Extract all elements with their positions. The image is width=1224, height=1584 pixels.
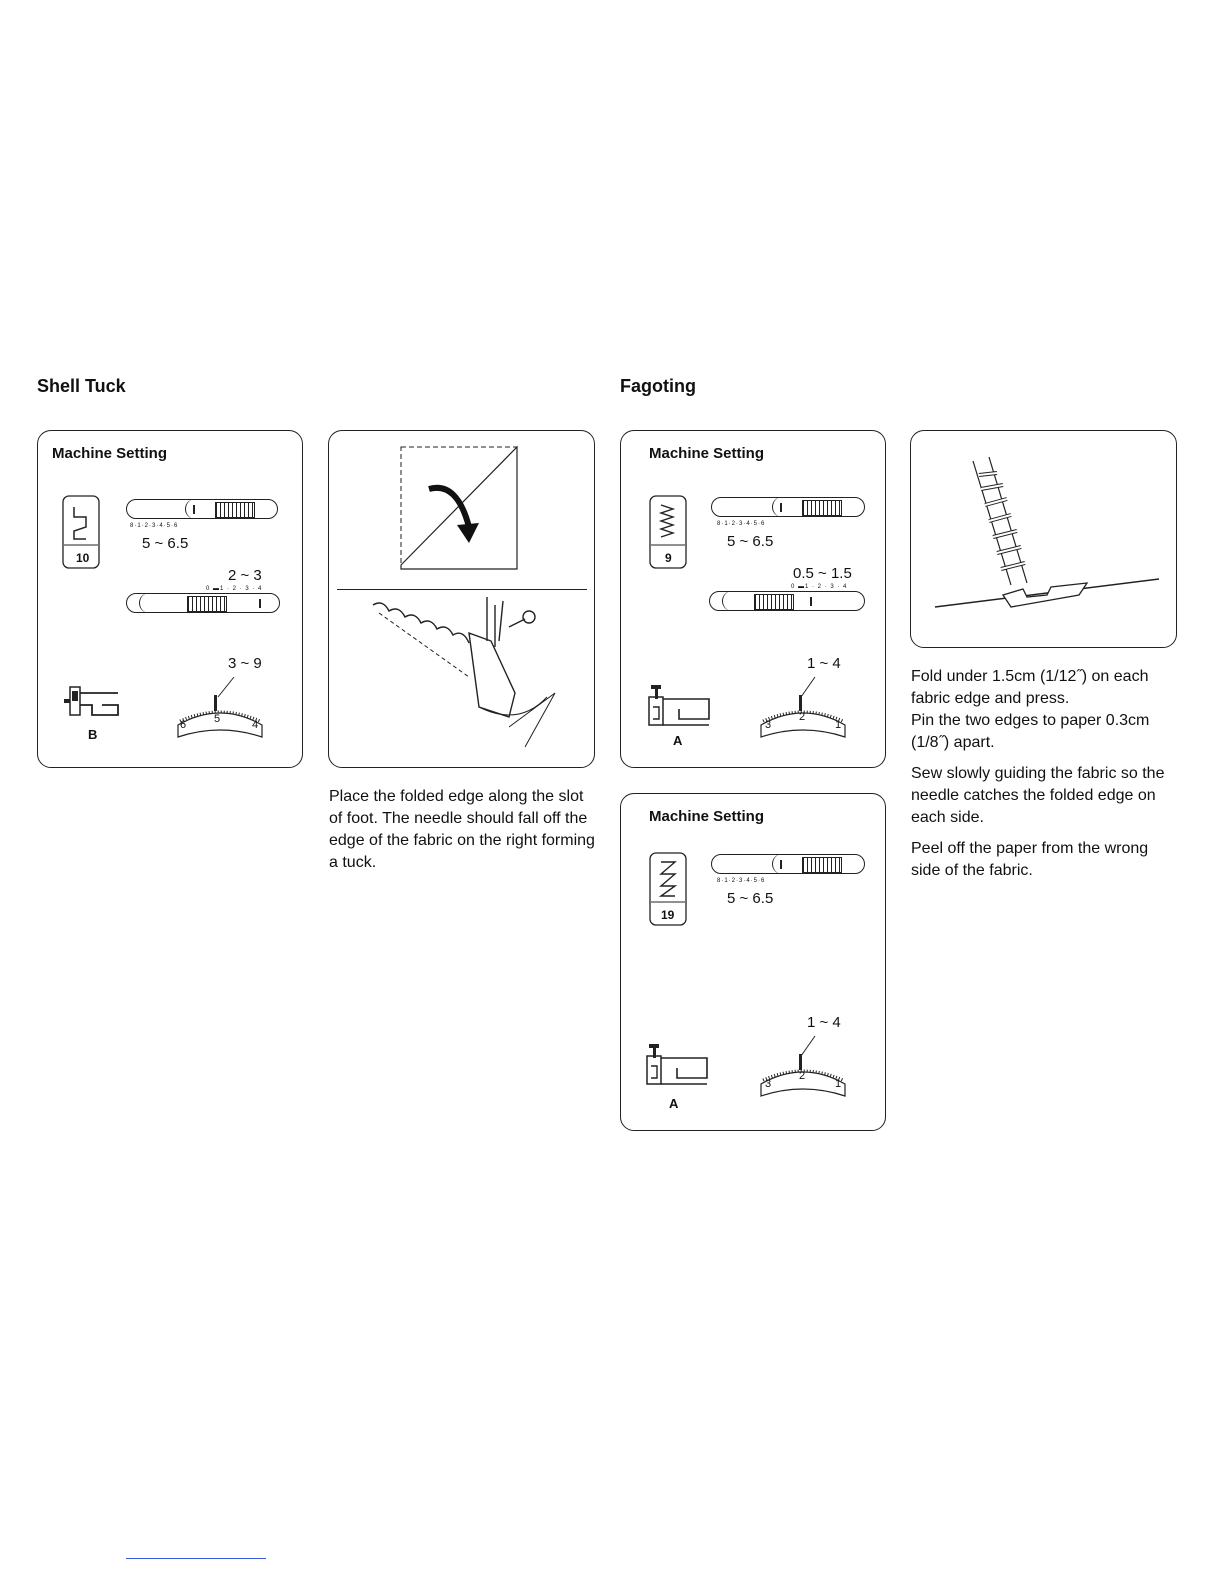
stitch-width-scale: 0 ▬1 · 2 · 3 · 4	[206, 586, 263, 592]
shell-tuck-sewing-diagram	[369, 597, 559, 757]
machine-setting-title: Machine Setting	[649, 445, 765, 462]
fagoting-heading: Fagoting	[620, 376, 696, 396]
dial-label-left: 3	[765, 719, 772, 731]
tension-scale: 8·1·2·3·4·5·6	[717, 521, 766, 527]
stitch-length-value: 1 ~ 4	[807, 655, 841, 672]
presser-foot-label: A	[669, 1096, 679, 1111]
stitch-length-dial	[755, 1034, 851, 1100]
tension-value: 5 ~ 6.5	[727, 533, 774, 550]
dial-label-middle: 5	[214, 713, 221, 725]
stitch-length-value: 3 ~ 9	[228, 655, 262, 672]
dial-label-middle: 2	[799, 1070, 806, 1082]
stitch-width-value: 0.5 ~ 1.5	[793, 565, 852, 582]
dial-label-left: 3	[765, 1078, 772, 1090]
tension-dial	[711, 497, 865, 517]
dial-label-left: 6	[180, 719, 187, 731]
fagoting-instruction-4: Peel off the paper from the wrong side of the fabric.	[911, 840, 1149, 879]
tension-scale: 8·1·2·3·4·5·6	[130, 523, 179, 529]
page-footer-line	[126, 1558, 266, 1559]
stitch-length-value: 1 ~ 4	[807, 1014, 841, 1031]
panel-divider	[337, 589, 587, 590]
dial-label-right: 1	[835, 1078, 842, 1090]
presser-foot-label: A	[673, 733, 683, 748]
stitch-width-scale: 0 ▬1 · 2 · 3 · 4	[791, 584, 848, 590]
fagoting-machine-setting-panel-1	[620, 430, 886, 768]
stitch-length-dial	[172, 675, 268, 741]
tension-dial	[126, 499, 278, 519]
pattern-number: 10	[76, 551, 90, 565]
pattern-number: 9	[665, 551, 672, 565]
tension-scale: 8·1·2·3·4·5·6	[717, 878, 766, 884]
dial-label-right: 4	[252, 719, 259, 731]
fagoting-instruction-2: Pin the two edges to paper 0.3cm (1/8˝) apart.	[911, 712, 1150, 751]
folded-fabric-diagram	[399, 445, 523, 571]
fagoting-sewing-diagram	[931, 455, 1161, 625]
machine-setting-title: Machine Setting	[649, 808, 765, 825]
pattern-number: 19	[661, 908, 675, 922]
presser-foot-b-icon	[62, 683, 122, 719]
presser-foot-label: B	[88, 727, 98, 742]
shell-tuck-illustration-panel	[328, 430, 595, 768]
stitch-width-value: 2 ~ 3	[228, 567, 262, 584]
dial-label-middle: 2	[799, 711, 806, 723]
stitch-length-dial	[755, 675, 851, 741]
tension-value: 5 ~ 6.5	[727, 890, 774, 907]
dial-label-right: 1	[835, 719, 842, 731]
fagoting-instruction-3: Sew slowly guiding the fabric so the needle catches the folded edge on each side.	[911, 765, 1165, 826]
fagoting-machine-setting-panel-2	[620, 793, 886, 1131]
presser-foot-a-icon	[645, 683, 715, 727]
fagoting-illustration-panel	[910, 430, 1177, 648]
stitch-width-dial	[126, 593, 280, 613]
fagoting-instruction-1: Fold under 1.5cm (1/12˝) on each fabric edge and press.	[911, 668, 1149, 707]
shell-tuck-machine-setting-panel	[37, 430, 303, 768]
tension-value: 5 ~ 6.5	[142, 535, 189, 552]
machine-setting-title: Machine Setting	[52, 445, 168, 462]
tension-dial	[711, 854, 865, 874]
presser-foot-a-icon	[643, 1042, 713, 1086]
stitch-width-dial	[709, 591, 865, 611]
shell-tuck-instruction: Place the folded edge along the slot of foot. The needle should fall off the edge of the fabric on the right forming a tuck.	[329, 788, 595, 871]
shell-tuck-heading: Shell Tuck	[37, 376, 126, 396]
